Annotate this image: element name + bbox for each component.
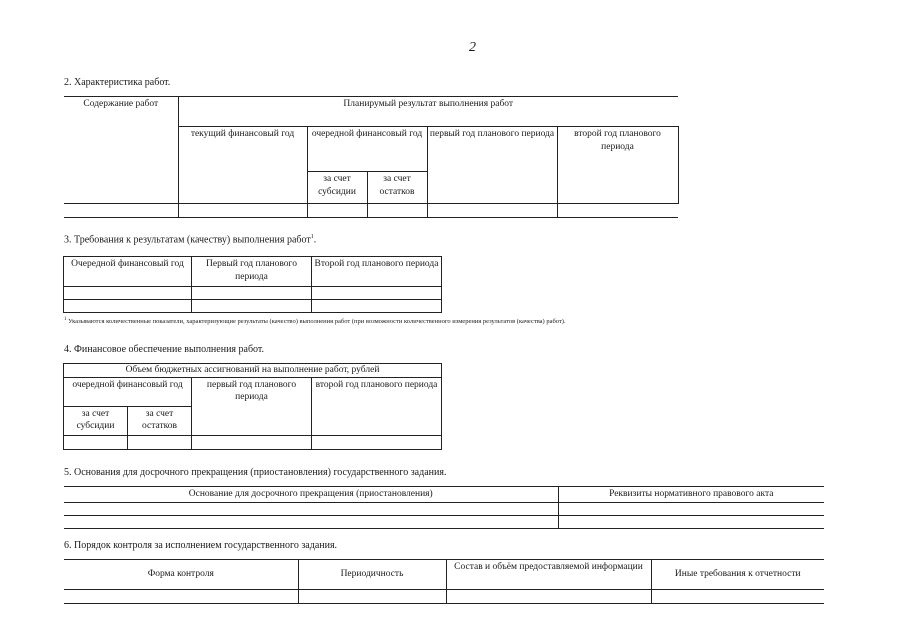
quality-requirements-table — [63, 256, 442, 313]
works-characteristics-table — [64, 96, 679, 218]
section-6-heading: 6. Порядок контроля за исполнением государственного задания. — [64, 540, 338, 551]
col-info-content: Состав и объём предоставляемой информации — [446, 560, 651, 590]
col-subsidy: за счет субсидии — [64, 406, 128, 435]
section-4-heading: 4. Финансовое обеспечение выполнения работ. — [64, 344, 265, 355]
table-row — [64, 287, 442, 300]
control-procedure-table — [64, 559, 824, 604]
col-next-year: Очередной финансовый год — [64, 257, 192, 287]
col-budget-volume: Объем бюджетных ассигнований на выполнение работ, рублей — [64, 364, 442, 378]
col-remainder: за счет остатков — [367, 172, 427, 204]
section-3-heading: 3. Требования к результатам (качеству) выполнения работ$^1$. — [64, 234, 317, 246]
early-termination-table — [64, 486, 824, 529]
col-second-plan-year: Второй год планового периода — [312, 257, 442, 287]
col-first-plan-year: Первый год планового периода — [192, 257, 312, 287]
col-first-plan-year: первый год планового периода — [192, 377, 312, 435]
table-row — [64, 515, 824, 528]
col-second-plan-year: второй год планового периода — [312, 377, 442, 435]
financial-support-table — [63, 363, 442, 450]
col-periodicity: Периодичность — [298, 560, 446, 590]
col-legal-act-requisites: Реквизиты нормативного правового акта — [558, 487, 824, 503]
section-5-heading: 5. Основания для досрочного прекращения (приостановления) государственного задания. — [64, 467, 447, 478]
col-content: Содержание работ — [64, 97, 178, 204]
col-planned-result: Планирумый результат выполнения работ — [178, 97, 678, 127]
col-first-plan-year: первый год планового периода — [427, 127, 557, 204]
col-next-year: очередной финансовый год — [307, 127, 427, 172]
section-2-heading: 2. Характеристика работ. — [64, 77, 171, 88]
table-row — [64, 590, 824, 604]
col-subsidy: за счет субсидии — [307, 172, 367, 204]
col-other-requirements: Иные требования к отчетности — [651, 560, 824, 590]
table-row — [64, 204, 678, 218]
col-remainder: за счет остатков — [128, 406, 192, 435]
page-number: 2 — [469, 40, 476, 55]
footnote: $^1$ Указываются количественные показатели, характеризующие результаты (качество) выполнения работ (при возможности количественного измерения результатов (качества) работ). — [64, 317, 566, 326]
col-next-year: очередной финансовый год — [64, 377, 192, 406]
col-control-form: Форма контроля — [64, 560, 298, 590]
col-current-year: текущий финансовый год — [178, 127, 307, 204]
table-row — [64, 300, 442, 313]
col-second-plan-year: второй год планового периода — [557, 127, 678, 204]
col-termination-basis: Основание для досрочного прекращения (приостановления) — [64, 487, 558, 503]
table-row — [64, 435, 442, 449]
table-row — [64, 502, 824, 515]
